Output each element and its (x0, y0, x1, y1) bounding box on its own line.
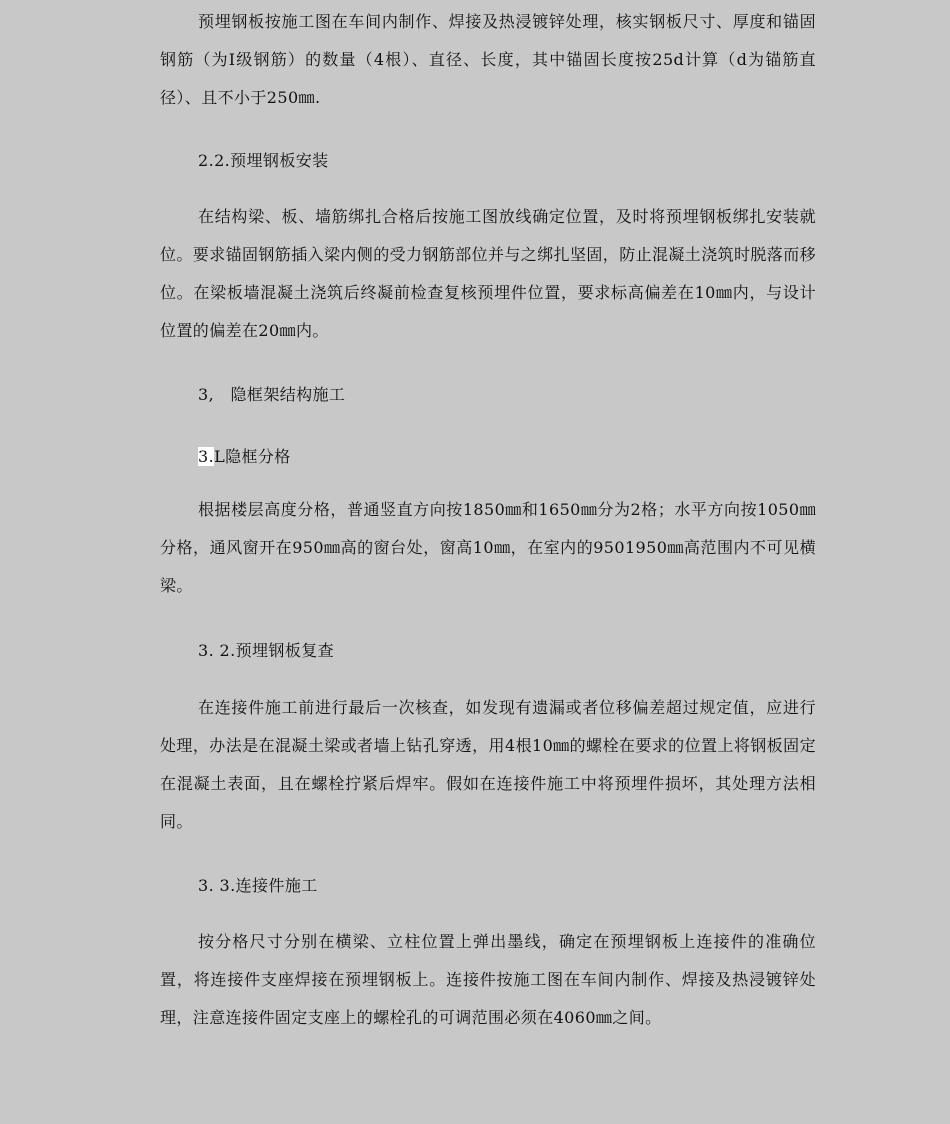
paragraph-plate-recheck: 在连接件施工前进行最后一次核查，如发现有遗漏或者位移偏差超过规定值，应进行处理，办法是在混凝土梁或者墙上钻孔穿透，用4根10㎜的螺栓在要求的位置上将钢板固定在混凝土表面，且在螺栓拧紧后焊牢。假如在连接件施工中将预埋件损坏，其处理方法相同。 (160, 698, 816, 831)
heading-3-1-hidden-frame-grid (198, 445, 291, 469)
paragraph-plate-installation: 在结构梁、板、墙筋绑扎合格后按施工图放线确定位置，及时将预埋钢板绑扎安装就位。要求锚固钢筋插入梁内侧的受力钢筋部位并与之绑扎坚固，防止混凝土浇筑时脱落而移位。在梁板墙混凝土浇筑后终凝前检查复核预埋件位置，要求标高偏差在10㎜内，与设计位置的偏差在20㎜内。 (160, 207, 817, 340)
paragraph-grid-division: 根据楼层高度分格，普通竖直方向按1850㎜和1650㎜分为2格；水平方向按1050㎜分格，通风窗开在950㎜高的窗台处，窗高10㎜，在室内的9501950㎜高范围内不可见横梁。 (160, 500, 816, 595)
heading-3-1-text: L隐框分格 (214, 447, 291, 466)
heading-number-highlighted: 3. (198, 447, 215, 466)
paragraph-connector-construction: 按分格尺寸分别在横梁、立柱位置上弹出墨线，确定在预埋钢板上连接件的准确位置，将连接件支座焊接在预埋钢板上。连接件按施工图在车间内制作、焊接及热浸镀锌处理，注意连接件固定支座上的螺栓孔的可调范围必须在4060㎜之间。 (160, 932, 816, 1027)
heading-3-2-plate-recheck: 3. 2.预埋钢板复查 (198, 641, 335, 660)
heading-2-2-plate-installation: 2.2.预埋钢板安装 (198, 151, 329, 170)
heading-3-hidden-frame-construction: 3, 隐框架结构施工 (198, 385, 346, 404)
paragraph-embedded-plate-fabrication: 预埋钢板按施工图在车间内制作、焊接及热浸镀锌处理，核实钢板尺寸、厚度和锚固钢筋（为Ⅰ级钢筋）的数量（4根）、直径、长度，其中锚固长度按25d计算（d为锚筋直径）、且不小于250㎜. (160, 12, 816, 107)
heading-3-3-connector-construction: 3. 3.连接件施工 (198, 876, 318, 895)
